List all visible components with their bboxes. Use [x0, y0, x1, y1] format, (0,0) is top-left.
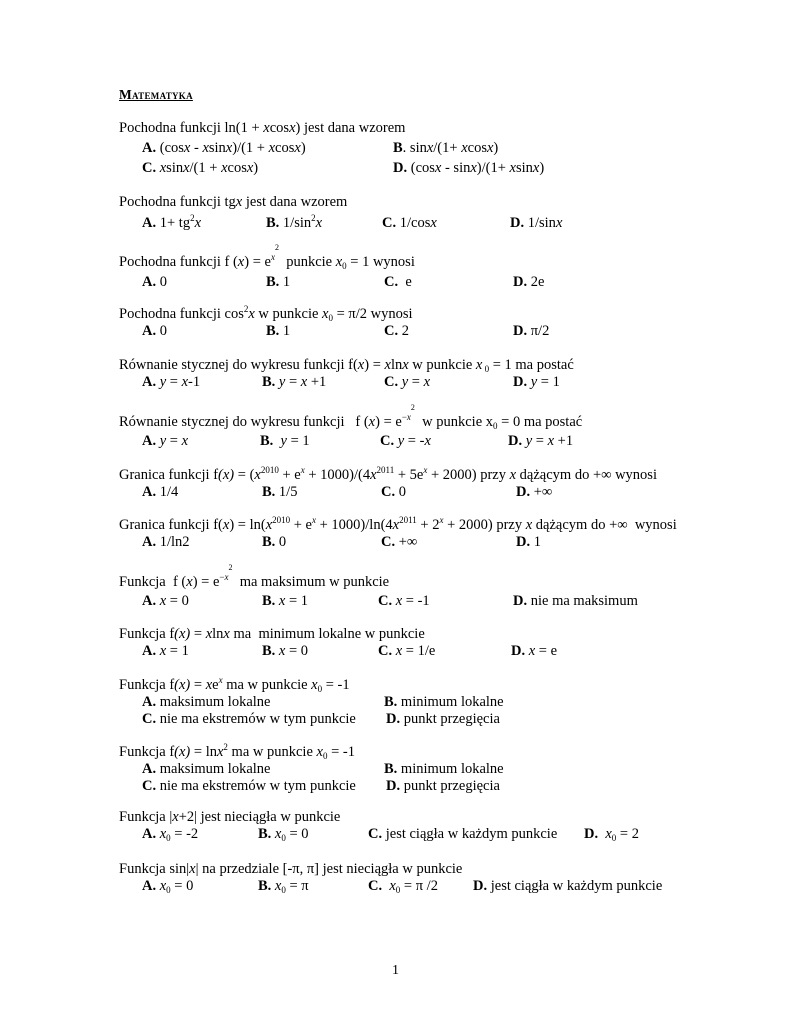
question-stem: Funkcja |x+2| jest nieciągła w punkcie — [119, 809, 341, 825]
option-a: A. 1/4 — [142, 484, 179, 500]
option-d: D. $x_0 = 2$ — [584, 826, 639, 843]
option-b: B. $1/\sin^2x$ — [266, 213, 323, 231]
option-c: C. x = 1/e — [378, 643, 436, 659]
option-d: D. y = 1 — [513, 374, 560, 390]
question-stem: Funkcja f $(x) = e^{-x2}$ ma maksimum w punkcie — [119, 563, 390, 590]
option-b: B. minimum lokalne — [384, 761, 504, 777]
question-stem: Pochodna funkcji tgx jest dana wzorem — [119, 194, 348, 210]
option-a: A. 1/ln2 — [142, 534, 190, 550]
option-a: A. maksimum lokalne — [142, 694, 271, 710]
option-d: D. π/2 — [513, 323, 550, 339]
option-b: B. 1/5 — [262, 484, 298, 500]
option-d: D. punkt przegięcia — [386, 711, 500, 727]
question-stem: Funkcja f(x) = xlnx ma minimum lokalne w punkcie — [119, 626, 425, 642]
option-a: A. $1+ tg^2x$ — [142, 213, 202, 231]
option-b: B. sinx/(1+ xcosx) — [393, 140, 499, 156]
option-c: C. jest ciągła w każdym punkcie — [368, 826, 558, 842]
option-d: D. 2e — [513, 274, 545, 290]
question-stem: Granica funkcji $f(x) = (x^{2010} + e^x + 1000)/(4x^{2011} + 5e^x + 2000)$ przy x dążącym do +∞ wynosi — [119, 465, 657, 483]
option-b: B. y = x +1 — [262, 374, 327, 390]
option-c: C. nie ma ekstremów w tym punkcie — [142, 778, 356, 794]
option-c: C. x = -1 — [378, 593, 430, 609]
question-stem: Funkcja f(x) = lnx$^2$ ma w punkcie $x_0 = -1$ — [119, 742, 355, 761]
option-b: B. x = 1 — [262, 593, 309, 609]
option-c: C. 1/cosx — [382, 215, 437, 231]
question-stem: Funkcja sin|x| na przedziale [-π, π] jest nieciągła w punkcie — [119, 861, 463, 877]
option-c: C. y = -x — [380, 433, 431, 449]
option-b: B. 1 — [266, 323, 291, 339]
question-stem: Granica funkcji $f(x) = \ln(x^{2010} + e^x + 1000)/\ln(4x^{2011} + 2^x + 2000)$ przy x dążącym do +∞ wynosi — [119, 515, 677, 533]
option-c: C. e — [384, 274, 412, 290]
option-b: B. 0 — [262, 534, 287, 550]
option-b: B. x = 0 — [262, 643, 309, 659]
option-c: C. 2 — [384, 323, 409, 339]
option-c: C. xsinx/(1 + xcosx) — [142, 160, 259, 176]
option-a: A. 0 — [142, 274, 167, 290]
option-b: B. $x_0 = \pi$ — [258, 878, 309, 895]
question-stem: Pochodna funkcji f $(x) = e^{x2}$ punkcie $x_0 = 1$ wynosi — [119, 243, 415, 271]
option-d: D. 1/sinx — [510, 215, 563, 231]
option-b: B. $x_0 = 0$ — [258, 826, 309, 843]
option-a: A. $x_0 = 0$ — [142, 878, 194, 895]
option-d: D. y = x +1 — [508, 433, 574, 449]
option-b: B. 1 — [266, 274, 291, 290]
question-stem: Równanie stycznej do wykresu funkcji f(x) = xlnx w punkcie x $_0$ = 1 ma postać — [119, 357, 574, 374]
option-b: B. minimum lokalne — [384, 694, 504, 710]
option-d: D. +∞ — [516, 484, 553, 500]
option-c: C. 0 — [381, 484, 406, 500]
option-d: D. x = e — [511, 643, 558, 659]
option-c: C. $x_0 = \pi$ /2 — [368, 878, 438, 895]
section-heading: Matematyka — [119, 87, 193, 102]
option-a: A. y = x-1 — [142, 374, 201, 390]
option-a: A. maksimum lokalne — [142, 761, 271, 777]
option-c: C. +∞ — [381, 534, 418, 550]
option-d: D. 1 — [516, 534, 541, 550]
option-d: D. punkt przegięcia — [386, 778, 500, 794]
question-stem: Pochodna funkcji ln(1 + xcosx) jest dana wzorem — [119, 120, 406, 136]
option-a: A. 0 — [142, 323, 167, 339]
option-a: A. x = 0 — [142, 593, 189, 609]
option-d: D. nie ma maksimum — [513, 593, 638, 609]
question-stem: Równanie stycznej do wykresu funkcji f $(x) = e^{-x2}$ w punkcie $x_0 = 0$ ma postać — [119, 403, 583, 431]
option-a: A. y = x — [142, 433, 189, 449]
question-stem: Funkcja $f(x) = xe^x$ ma w punkcie $x_0 = -1$ — [119, 675, 350, 694]
option-d: D. jest ciągła w każdym punkcie — [473, 878, 663, 894]
option-a: A. $x_0 = -2$ — [142, 826, 199, 843]
question-stem: Pochodna funkcji $\cos^2x$ w punkcie $x_0 = \pi/2$ wynosi — [119, 304, 413, 323]
option-c: C. nie ma ekstremów w tym punkcie — [142, 711, 356, 727]
option-b: B. y = 1 — [260, 433, 310, 449]
option-c: C. y = x — [384, 374, 431, 390]
page-number: 1 — [392, 963, 399, 978]
option-a: A. (cosx - xsinx)/(1 + xcosx) — [142, 140, 306, 156]
option-a: A. x = 1 — [142, 643, 189, 659]
option-d: D. (cosx - sinx)/(1+ xsinx) — [393, 160, 545, 176]
